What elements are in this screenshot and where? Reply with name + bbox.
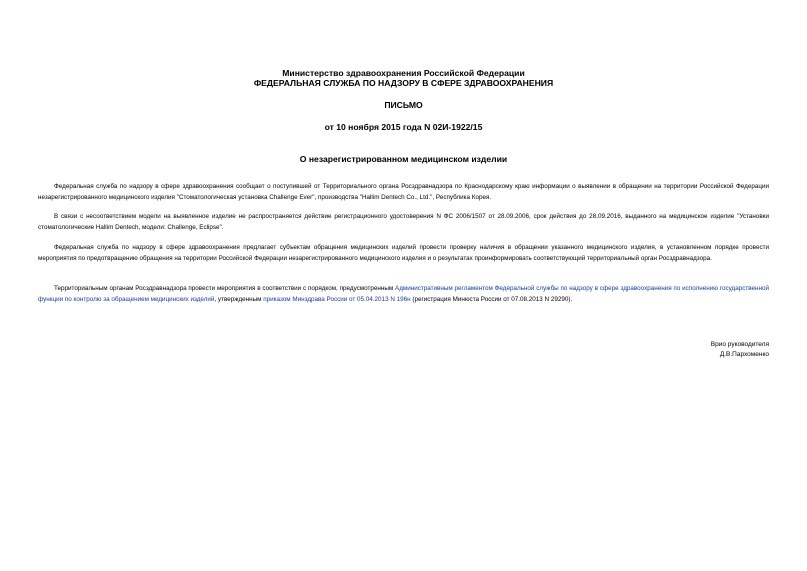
paragraph-4-text-end: (регистрация Минюста России от 07.08.2013 N 29290).: [410, 295, 573, 303]
paragraph-4-text-start: Территориальным органам Росздравнадзора провести мероприятия в соответствии с порядком, предусмотренным: [54, 285, 396, 292]
body-paragraph-4: [38, 284, 769, 305]
body-paragraph-3: Федеральная служба по надзору в сфере здравоохранения предлагает субъектам обращения медицинских изделий провести проверку наличия в обращении указанного медицинского изделия, в установленном порядке провести мероприятия по предотвращению обращения на территории Российской Федерации незарегистрированного медицинского изделия и о результатах проинформировать соответствующий территориальный орган Росздравнадзора.: [38, 244, 769, 262]
ministry-order-link[interactable]: приказом Минздрава России от 05.04.2013 N 196н: [263, 295, 411, 303]
document-date-number: от 10 ноября 2015 года N 02И-1922/15: [324, 122, 483, 132]
document-type: ПИСЬМО: [384, 100, 423, 110]
ministry-title: Министерство здравоохранения Российской Федерации: [282, 68, 525, 78]
signatory-position: Врио руководителя: [710, 341, 769, 348]
body-paragraph-2: В связи с несоответствием модели на выявленное изделие не распространяется действие регистрационного удостоверения N ФС 2006/1507 от 28.09.2006, срок действия до 28.09.2016, выданного на медицинское изделие "Установки стоматологические Hallim Dentech, модели: Challenge, Eclipse".: [38, 213, 769, 231]
signatory-name: Д.В.Пархоменко: [719, 351, 769, 358]
administrative-regulation-link[interactable]: Административным регламентом Федеральной службы по надзору в сфере здравоохранения по исполнению государственной функции по контролю за обращением медицинских изделий: [38, 285, 770, 303]
document-subject: О незарегистрированном медицинском изделии: [299, 154, 508, 164]
service-title: ФЕДЕРАЛЬНАЯ СЛУЖБА ПО НАДЗОРУ В СФЕРЕ ЗДРАВООХРАНЕНИЯ: [253, 78, 554, 88]
paragraph-4-text-middle: , утвержденным: [214, 295, 264, 303]
body-paragraph-1: Федеральная служба по надзору в сфере здравоохранения сообщает о поступившей от Территориального органа Росздравнадзора по Краснодарскому краю информации о выявлении в обращении на территории Российской Федерации незарегистрированного медицинского изделия "Стоматологическая установка Challenge Ever", производства "Hallim Dentech Co., Ltd.", Республика Корея.: [38, 183, 769, 201]
